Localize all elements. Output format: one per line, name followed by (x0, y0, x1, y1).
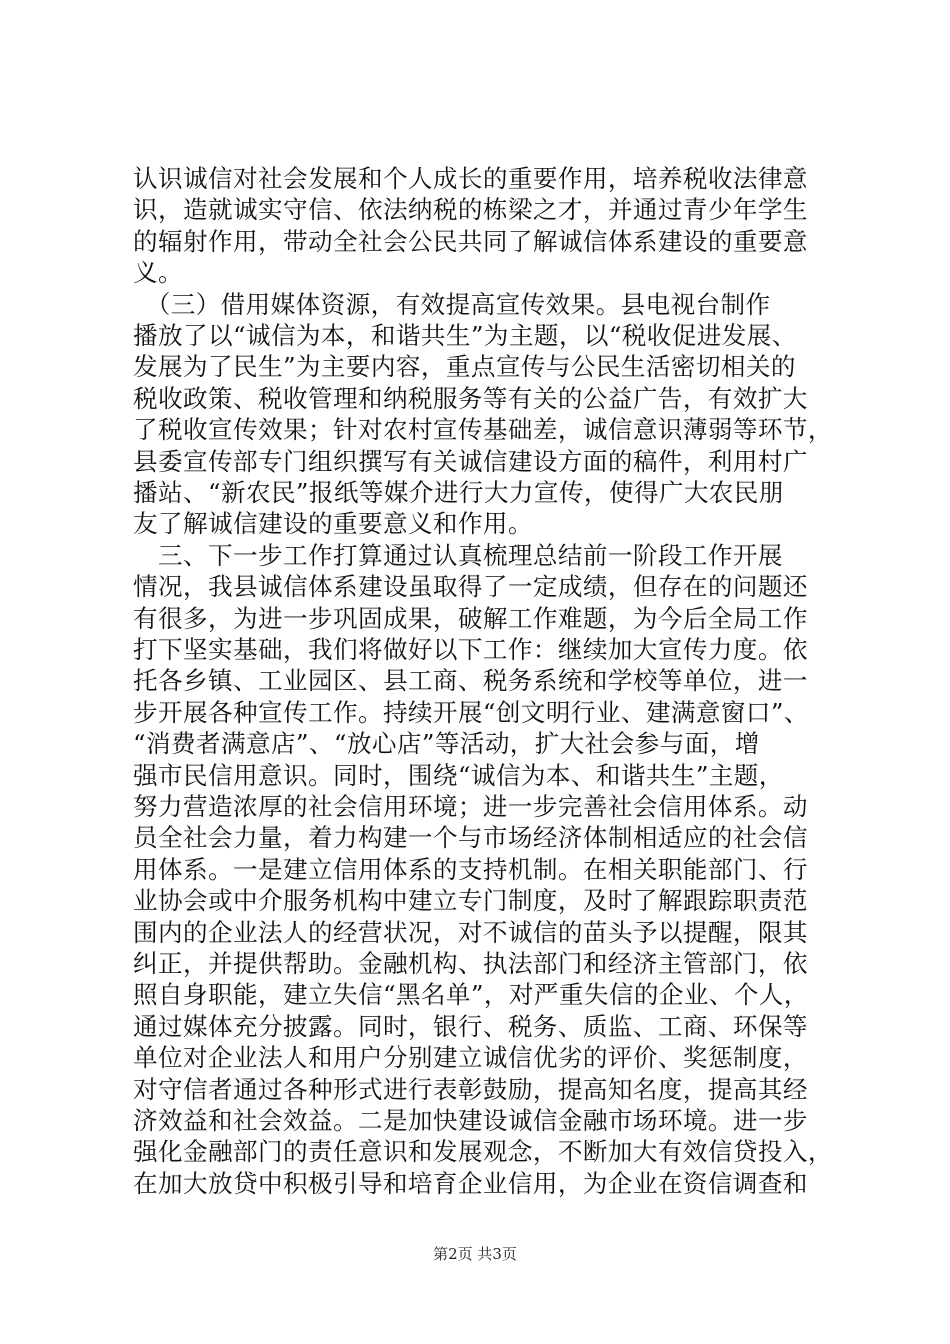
text-line: 济效益和社会效益。二是加快建设诚信金融市场环境。进一步 (133, 1106, 808, 1135)
text-line: 通过媒体充分披露。同时，银行、税务、质监、工商、环保等 (133, 1011, 808, 1041)
text-line: 用体系。一是建立信用体系的支持机制。在相关职能部门、行 (133, 854, 808, 884)
text-line: 了税收宣传效果；针对农村宣传基础差，诚信意识薄弱等环节， (133, 415, 833, 445)
text-line: 托各乡镇、工业园区、县工商、税务系统和学校等单位，进一 (133, 666, 808, 696)
text-line: 单位对企业法人和用户分别建立诚信优劣的评价、奖惩制度， (133, 1043, 808, 1073)
text-line: 的辐射作用，带动全社会公民共同了解诚信体系建设的重要意 (133, 226, 808, 256)
text-line: 有很多，为进一步巩固成果，破解工作难题，为今后全局工作 (133, 603, 808, 633)
page-footer: 第2页 共3页 (433, 1245, 517, 1263)
text-line: 对守信者通过各种形式进行表彰鼓励，提高知名度，提高其经 (133, 1074, 808, 1104)
text-line: 播放了以“诚信为本，和谐共生”为主题，以“税收促进发展、 (133, 321, 797, 350)
text-line: （三）借用媒体资源，有效提高宣传效果。县电视台制作 (133, 289, 771, 319)
text-line: 在加大放贷中积极引导和培育企业信用，为企业在资信调查和 (133, 1168, 808, 1198)
text-line: 强化金融部门的责任意识和发展观念，不断加大有效信贷投入， (133, 1137, 833, 1167)
text-line: 打下坚实基础，我们将做好以下工作：继续加大宣传力度。依 (133, 635, 808, 664)
text-line: 纠正，并提供帮助。金融机构、执法部门和经济主管部门，依 (133, 949, 808, 978)
text-line: “消费者满意店”、“放心店”等活动，扩大社会参与面，增 (133, 729, 760, 759)
text-line: 认识诚信对社会发展和个人成长的重要作用，培养税收法律意 (133, 164, 808, 193)
text-line: 围内的企业法人的经营状况，对不诚信的苗头予以提醒，限其 (133, 917, 808, 947)
text-line: 发展为了民生”为主要内容，重点宣传与公民生活密切相关的 (133, 352, 796, 382)
text-line: 三、下一步工作打算通过认真梳理总结前一阶段工作开展 (133, 540, 783, 570)
text-line: 友了解诚信建设的重要意义和作用。 (133, 509, 533, 539)
text-line: 员全社会力量，着力构建一个与市场经济体制相适应的社会信 (133, 823, 808, 853)
text-line: 照自身职能，建立失信“黑名单”，对严重失信的企业、个人， (133, 980, 809, 1010)
text-line: 努力营造浓厚的社会信用环境；进一步完善社会信用体系。动 (133, 792, 808, 821)
text-line: 步开展各种宣传工作。持续开展“创文明行业、建满意窗口”、 (133, 697, 809, 727)
text-line: 识，造就诚实守信、依法纳税的栋梁之才，并通过青少年学生 (133, 195, 808, 225)
text-line: 情况，我县诚信体系建设虽取得了一定成绩，但存在的问题还 (133, 572, 808, 602)
text-line: 业协会或中介服务机构中建立专门制度，及时了解跟踪职责范 (133, 886, 808, 916)
text-line: 播站、“新农民”报纸等媒介进行大力宣传，使得广大农民朋 (133, 478, 784, 507)
text-line: 县委宣传部专门组织撰写有关诚信建设方面的稿件，利用村广 (133, 446, 808, 476)
text-line: 税收政策、税收管理和纳税服务等有关的公益广告，有效扩大 (133, 383, 808, 413)
text-line: 义。 (133, 258, 183, 288)
text-line: 强市民信用意识。同时，围绕“诚信为本、和谐共生”主题， (133, 760, 784, 790)
